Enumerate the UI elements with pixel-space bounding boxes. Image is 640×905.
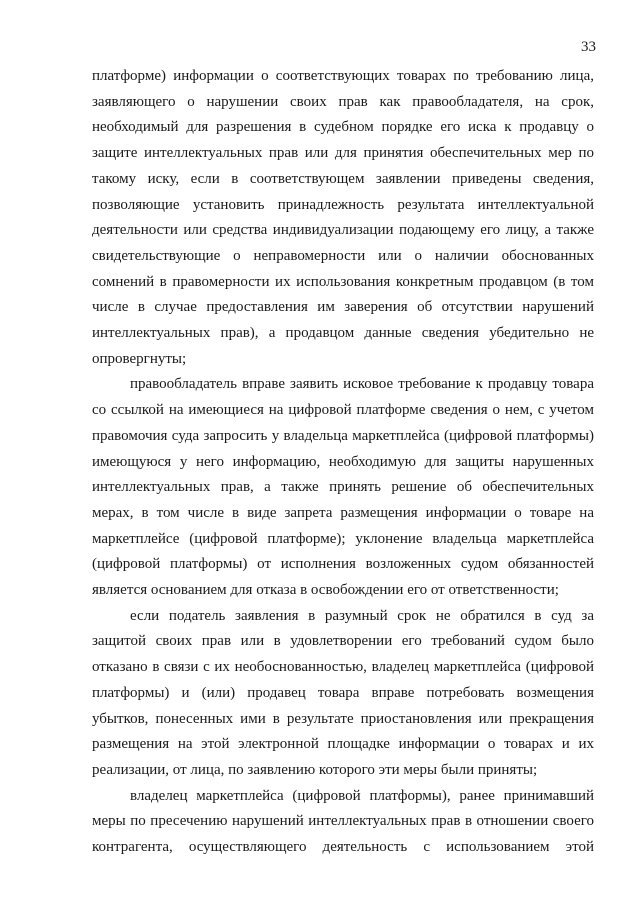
text-line: такому иску, если в соответствующем заявлении приведены сведения, [92,170,594,187]
text-line: если податель заявления в разумный срок не обратился в суд за [130,607,594,624]
text-line: деятельности или средства индивидуализации подающему его лицу, а также [92,222,594,239]
text-line: опровергнуты; [92,350,187,367]
paragraph [92,372,594,603]
paragraph [92,604,594,784]
text-line: платформы) и (или) продавец товара вправе потребовать возмещения [92,684,594,701]
text-line: защитой своих прав или в удовлетворении его требований судом было [92,633,594,650]
paragraph [92,784,594,861]
text-line: правомочия суда запросить у владельца маркетплейса (цифровой платформы) [92,427,594,444]
text-line: реализации, от лица, по заявлению которого эти меры были приняты; [92,761,538,778]
text-line: числе в случае предоставления им заверения об отсутствии нарушений [92,299,594,316]
text-line: меры по пресечению нарушений интеллектуальных прав в отношении своего [92,813,594,830]
text-line: отказано в связи с их необоснованностью, владелец маркетплейса (цифровой [92,659,594,676]
text-line: контрагента, осуществляющего деятельность с использованием этой [92,839,594,856]
text-line: свидетельствующие о неправомерности или о наличии обоснованных [92,247,594,264]
text-line: правообладатель вправе заявить исковое требование к продавцу товара [130,376,594,393]
text-line: является основанием для отказа в освобождении его от ответственности; [92,582,559,599]
text-line: интеллектуальных прав), а продавцом данные сведения убедительно не [92,325,594,342]
text-line: со ссылкой на имеющиеся на цифровой платформе сведения о нем, с учетом [92,402,594,419]
text-line: убытков, понесенных ими в результате приостановления или прекращения [92,710,594,727]
text-line: сомнений в правомерности их использования конкретным продавцом (в том [92,273,594,290]
text-line: имеющуюся у него информацию, необходимую для защиты нарушенных [92,453,594,470]
text-line: владелец маркетплейса (цифровой платформы), ранее принимавший [130,787,594,804]
paragraph [92,64,594,372]
text-line: интеллектуальных прав, а также принять решение об обеспечительных [92,479,594,496]
text-line: заявляющего о нарушении своих прав как правообладателя, на срок, [92,93,594,110]
text-line: защите интеллектуальных прав или для принятия обеспечительных мер по [92,145,594,162]
text-line: мерах, в том числе в виде запрета размещения информации о товаре на [92,504,594,521]
text-line: маркетплейсе (цифровой платформе); уклонение владельца маркетплейса [92,530,594,547]
text-line: (цифровой платформы) от исполнения возложенных судом обязанностей [92,556,594,573]
document-body [92,64,594,861]
page-number: 33 [581,39,596,55]
text-line: необходимый для разрешения в судебном порядке его иска к продавцу о [92,119,594,136]
text-line: размещения на этой электронной площадке информации о товарах и их [92,736,594,753]
text-line: платформе) информации о соответствующих товарах по требованию лица, [92,68,594,84]
text-line: позволяющие установить принадлежность результата интеллектуальной [92,196,594,213]
